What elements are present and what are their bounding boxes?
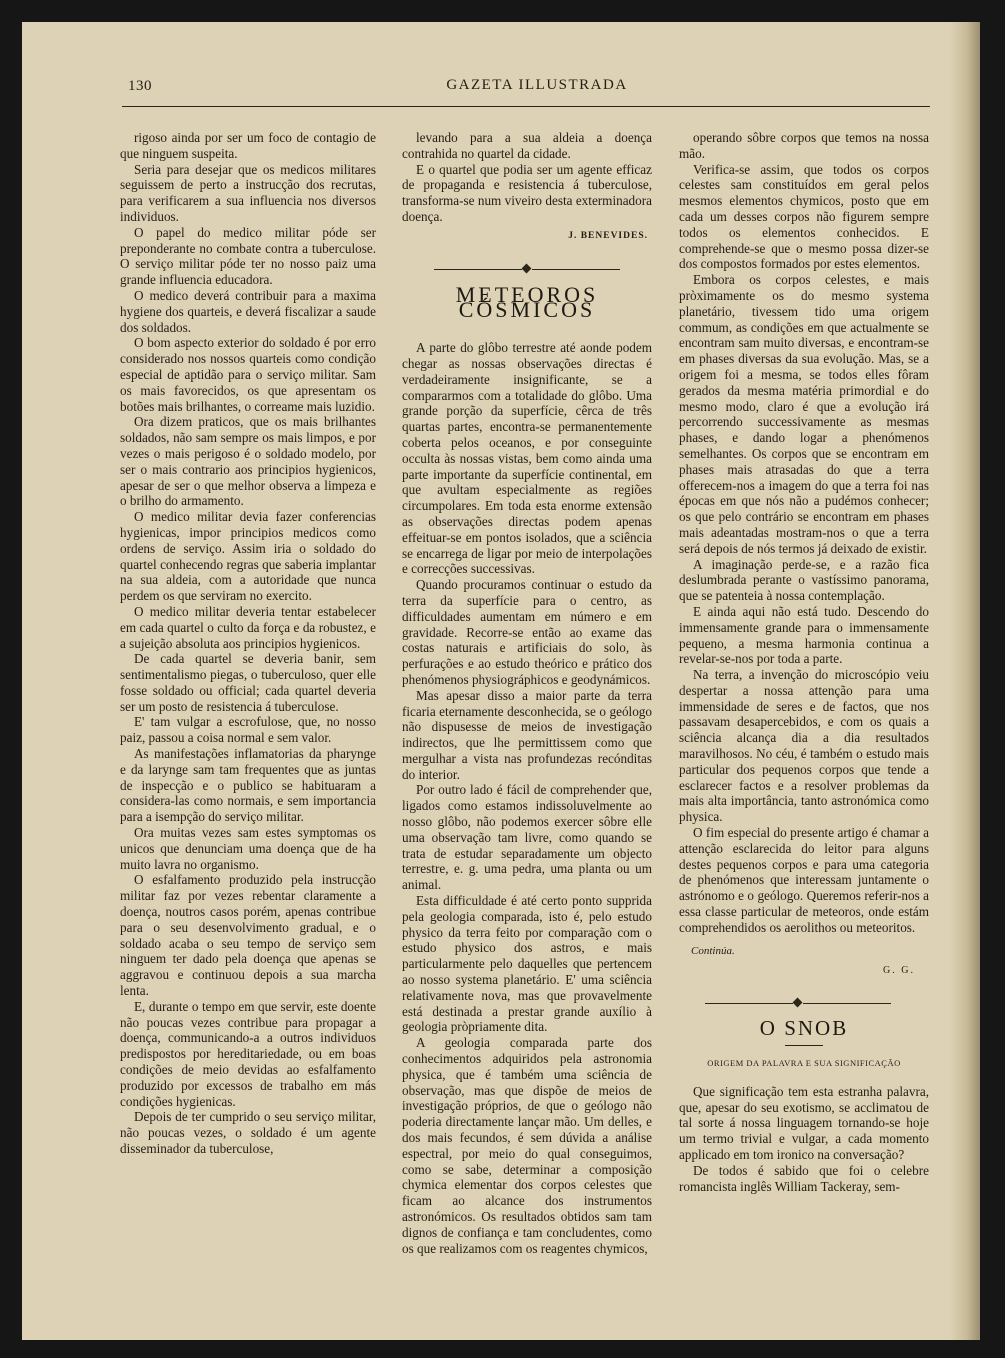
column-2 bbox=[402, 130, 652, 1256]
section-title-meteoros: METEOROS CÓSMICOS bbox=[455, 281, 599, 323]
section-subtitle: ORIGEM DA PALAVRA E SUA SIGNIFICAÇÃO bbox=[707, 1058, 901, 1069]
author-signature: J. BENEVIDES. bbox=[568, 230, 648, 241]
paragraph: O bom aspecto exterior do soldado é por erro considerado nos nossos quarteis como condição especial de aptidão para o serviço militar. Sam os mais favorecidos, os que apresentam os botões mais brilhantes, o correame mais luzidio. bbox=[120, 335, 376, 414]
divider-line-right bbox=[803, 1003, 891, 1004]
paragraph: O medico militar devia fazer conferencias hygienicas, impor principios medicos como ordens de serviço. Assim iria o soldado do quartel conhecendo regras que saberia implantar na sua aldeia, com a autoridade que nunca perdem os que serviram no exercito. bbox=[120, 509, 376, 604]
divider-line-left bbox=[705, 1003, 793, 1004]
title-underline bbox=[785, 1045, 823, 1046]
paragraph: A imaginação perde-se, e a razão fica deslumbrada perante o vastíssimo panorama, que se patenteia à nossa contemplação. bbox=[679, 556, 929, 604]
divider-diamond bbox=[522, 263, 532, 273]
section-divider bbox=[402, 263, 652, 277]
page-number: 130 bbox=[128, 78, 152, 94]
author-signature: G. G. bbox=[883, 965, 915, 977]
page-spine bbox=[950, 22, 980, 1340]
divider-diamond bbox=[793, 998, 803, 1008]
paragraph: levando para a sua aldeia a doença contrahida no quartel da cidade. bbox=[402, 130, 652, 161]
paragraph: O medico deverá contribuir para a maxima hygiene dos quarteis, e deverá fiscalizar a saude dos soldados. bbox=[120, 287, 376, 335]
divider-line-right bbox=[532, 269, 620, 270]
paragraph: Ora muitas vezes sam estes symptomas os unicos que denunciam uma doença que de ha muito lavra no organismo. bbox=[120, 825, 376, 872]
paragraph: De todos é sabido que foi o celebre romancista inglês William Tackeray, sem- bbox=[679, 1162, 929, 1194]
paragraph: rigoso ainda por ser um foco de contagio de que ninguem suspeita. bbox=[120, 130, 376, 161]
paragraph: Depois de ter cumprido o seu serviço militar, não poucas vezes, o soldado é um agente disseminador da tuberculose, bbox=[120, 1109, 376, 1156]
paragraph: Quando procuramos continuar o estudo da terra da superfície para o centro, as difficuldades aumentam em número e em gravidade. Recorre-se então ao exame das costas naturais e artificiais do solo, às perfurações e ao estudo theórico e prático dos phenómenos physiográphicos e geodynámicos. bbox=[402, 577, 652, 687]
paragraph: E ainda aqui não está tudo. Descendo do immensamente grande para o immensamente pequeno, a mesma harmonia continua a revelar-se-nos por toda a parte. bbox=[679, 603, 929, 667]
paragraph: As manifestações inflamatorias da pharynge e da larynge sam tam frequentes que as juntas de inspecção e o publico se habituaram a considera-las como normais, e sem importancia para a isempção do serviço militar. bbox=[120, 746, 376, 825]
section-title-snob: O SNOB bbox=[759, 1016, 849, 1041]
paragraph: A geologia comparada parte dos conhecimentos adquiridos pela astronomia physica, que é também uma sciência de observação, mas que dispõe de meios de investigação próprios, de que o geólogo não poderia directamente lançar mão. Um delles, e dos mais fecundos, é sem dúvida a análise espectral, por meio do qual conseguimos, como se sabe, determinar a composição chymica elementar dos corpos celestes que ficam ao alcance dos instrumentos astronómicos. Os resultados obtidos sam tam dignos de confiança e tam concludentes, como os que realizamos com os reagentes chymicos, bbox=[402, 1035, 652, 1256]
paragraph: O fim especial do presente artigo é chamar a attenção esclarecida do leitor para alguns destes pequenos corpos e para uma categoria de phenómenos que interessam juntamente o astrónomo e o geólogo. Queremos referir-nos a essa classe particular de meteoros, onde estám comprehendidos os aerolithos ou meteoritos. bbox=[679, 825, 929, 935]
paragraph: E o quartel que podia ser um agente efficaz de propaganda e resistencia á tuberculose, transforma-se num viveiro desta exterminadora doença. bbox=[402, 161, 652, 224]
paragraph: Que significação tem esta estranha palavra, que, apesar do seu exotismo, se acclimatou de tal sorte á nossa linguagem tornando-se hoje um termo trivial e vulgar, a cada momento applicado em tom ironico na conversação? bbox=[679, 1083, 929, 1163]
paragraph: A parte do glôbo terrestre até aonde podem chegar as nossas observações directas é verdadeiramente insignificante, se a compararmos com a totalidade do glôbo. Uma grande porção da superfície, cêrca de três quartas partes, encontra-se permanentemente coberta pelos oceanos, e por conseguinte occulta às nossas vistas, bem como ainda uma parte importante da superfície continental, em que avultam especialmente as regiões circumpolares. Em toda esta enorme extensão as observações directas podem apenas effeituar-se em pontos isolados, que a sciência se encarrega de ligar por meio de interpolações e correcções successivas. bbox=[402, 340, 652, 577]
paragraph: O papel do medico militar póde ser preponderante no combate contra a tuberculose. O serviço militar póde ter no nosso paiz uma grande influencia educadora. bbox=[120, 224, 376, 288]
page-header bbox=[122, 76, 952, 98]
continued-note: Continúa. bbox=[691, 944, 735, 957]
section-divider bbox=[679, 997, 929, 1011]
paragraph: De cada quartel se deveria banir, sem sentimentalismo piegas, o tuberculoso, quer elle fosse soldado ou official; cada quartel deveria ser um posto de resistencia á tuberculose. bbox=[120, 651, 376, 714]
column-1 bbox=[120, 130, 376, 1157]
paragraph: Esta difficuldade é até certo ponto supprida pela geologia comparada, isto é, pelo estudo physico da terra feito por comparação com o estudo physico dos astros, e mais particularmente pelo daquelles que pertencem ao nosso systema planetário. E' uma sciência relativamente nova, mas que provavelmente está destinada a prestar grande auxílio à geologia pròpriamente dita. bbox=[402, 893, 652, 1035]
publication-title: GAZETA ILLUSTRADA bbox=[446, 77, 628, 93]
paragraph: operando sôbre corpos que temos na nossa mão. bbox=[679, 130, 929, 161]
paragraph: E' tam vulgar a escrofulose, que, no nosso paiz, passou a coisa normal e sem valor. bbox=[120, 714, 376, 746]
paragraph: Por outro lado é fácil de comprehender que, ligados como estamos indissoluvelmente ao nosso glôbo, não podemos exercer sôbre elle uma observação tam livre, como quando se trata de estudar separadamente um objecto terrestre, e. g. uma pedra, uma planta ou um animal. bbox=[402, 782, 652, 893]
paragraph: Ora dizem praticos, que os mais brilhantes soldados, não sam sempre os mais limpos, e por vezes o mais perigoso é o soldado modelo, por ser o mais contrario aos principios hygienicos, apesar de ser o que melhor observa a limpeza e o brilho do armamento. bbox=[120, 414, 376, 509]
paragraph: Verifica-se assim, que todos os corpos celestes sam constituídos em geral pelos mesmos elementos chymicos, posto que em cada um desses corpos não figurem sempre todos os elementos conhecidos. E comprehende-se que o mesmo possa dizer-se dos compostos formados por estes elementos. bbox=[679, 161, 929, 272]
column-3 bbox=[679, 130, 929, 1194]
paragraph: Na terra, a invenção do microscópio veiu despertar a nossa attenção para uma immensidade de seres e de factos, que nos passavam desapercebidos, e com os quais a sciência alcança dia a dia resultados maravilhosos. No céu, é também o estudo mais particular dos pequenos corpos que tende a esclarecer factos e a resolver problemas da mais alta importância, tanto astronómica como physica. bbox=[679, 667, 929, 825]
paragraph: Embora os corpos celestes, e mais pròximamente os do mesmo systema planetário, tivessem tido uma origem commum, as condições em que actualmente se encontram sam muito diversas, e encontram-se em phases diversas da sua evolução. Mas, se a origem foi a mesma, se todos elles fôram gerados da mesma matéria primordial e do mesmo modo, claro é que a evolução irá percorrendo successivamente as mesmas phases, e dando logar a phenómenos semelhantes. Os corpos que se encontram em phases mais atrasadas do que a terra offerecem-nos a imagem do que a terra foi nas épocas em que nós não a pudémos conhecer; os que pelo contrário se encontram em phases mais adeantadas mostram-nos o que a terra será depois de nós termos já deixado de existir. bbox=[679, 272, 929, 556]
paragraph: O esfalfamento produzido pela instrucção militar faz por vezes rebentar claramente a doença, noutros casos porém, apenas contribue para o seu desenvolvimento gradual, e o soldado acaba o seu tempo de serviço sem ninguem ter dado pela doença que apenas se aggravou e continuou depois a sua marcha lenta. bbox=[120, 872, 376, 999]
divider-line-left bbox=[434, 269, 522, 270]
newspaper-page bbox=[22, 22, 980, 1340]
paragraph: Seria para desejar que os medicos militares seguissem de perto a instrucção dos recrutas, para verificarem a sua influencia nos diversos individuos. bbox=[120, 161, 376, 224]
paragraph: E, durante o tempo em que servir, este doente não poucas vezes contribue para propagar a doença, communicando-a a outros individuos predispostos por hereditariedade, ou em boas condições de meio devidas ao esfalfamento produzido por excessos de trabalho em más condições hygienicas. bbox=[120, 998, 376, 1109]
paragraph: Mas apesar disso a maior parte da terra ficaria eternamente desconhecida, se o geólogo não dispusesse de meios de investigação indirectos, que lhe permittissem como que mergulhar a vista nas profundezas recónditas do interior. bbox=[402, 687, 652, 782]
paragraph: O medico militar deveria tentar estabelecer em cada quartel o culto da força e da robustez, e a sujeição absoluta aos principios hygienicos. bbox=[120, 603, 376, 651]
header-rule bbox=[122, 106, 930, 107]
